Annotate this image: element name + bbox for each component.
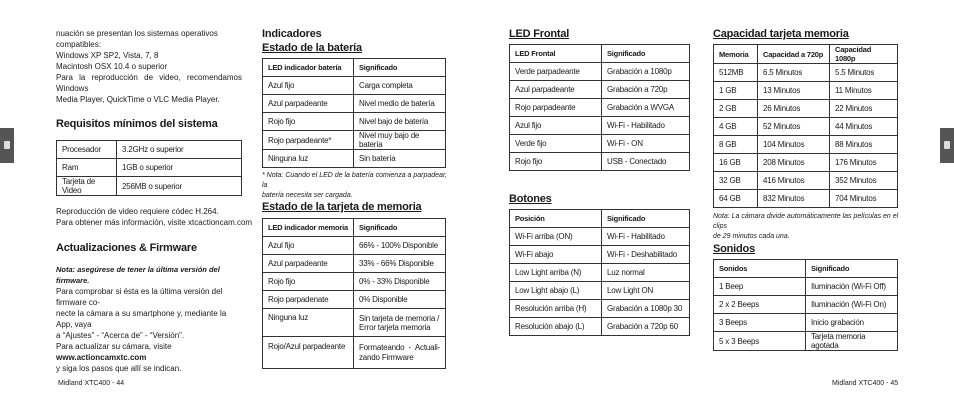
note-line: * Nota: Cuando el LED de la batería comienza a parpadear, la	[262, 172, 447, 189]
buttons-title: Botones	[509, 193, 552, 205]
table-cell: Inicio grabación	[806, 314, 898, 332]
table-cell: 208 Minutos	[758, 154, 830, 172]
table-cell: Resolución arriba (H)	[510, 300, 602, 318]
note-line: Nota: La cámara divide automáticamente las películas en el clips	[713, 213, 899, 230]
capacity-title: Capacidad tarjeta memoria	[713, 28, 849, 40]
indicators-title: Indicadores	[262, 28, 322, 40]
table-cell: 52 Minutos	[758, 118, 830, 136]
table-row	[263, 255, 446, 273]
table-row	[510, 99, 690, 117]
table-cell: Azul fijo	[263, 237, 354, 255]
table-header: Significado	[354, 219, 446, 237]
table-row	[263, 273, 446, 291]
table-cell: Wi-Fi abajo	[510, 246, 602, 264]
table-cell: 66% - 100% Disponible	[354, 237, 446, 255]
table-row	[263, 113, 446, 131]
table-header: Significado	[602, 45, 690, 63]
table-header-row	[263, 59, 446, 77]
table-cell: Low Light abajo (L)	[510, 282, 602, 300]
table-cell: Azul fijo	[263, 77, 354, 95]
table-cell: 1 GB	[714, 82, 758, 100]
table-row	[510, 81, 690, 99]
firmware-line: a “Ajustes” - “Acerca de” - “Versión”.	[56, 331, 185, 340]
requirements-title: Requisitos mínimos del sistema	[56, 118, 218, 130]
intro-text	[56, 28, 242, 105]
table-header: Memoria	[714, 45, 758, 64]
requirements-note	[56, 206, 252, 228]
table-cell: 4 GB	[714, 118, 758, 136]
table-cell: Azul parpadeante	[510, 81, 602, 99]
memory-table	[262, 218, 446, 369]
table-row	[510, 153, 690, 171]
table-cell: 1GB o superior	[117, 159, 242, 177]
table-row	[714, 154, 898, 172]
table-cell: 88 Minutos	[830, 136, 898, 154]
table-cell: USB - Conectado	[602, 153, 690, 171]
table-row	[714, 278, 898, 296]
table-cell: Azul parpadeante	[263, 95, 354, 113]
table-cell: Low Light arriba (N)	[510, 264, 602, 282]
table-row	[510, 318, 690, 336]
table-cell: Wi-Fi - Deshabilitado	[602, 246, 690, 264]
table-row	[57, 159, 242, 177]
table-cell: Sin batería	[354, 150, 446, 168]
table-row	[714, 118, 898, 136]
table-cell: 104 Minutos	[758, 136, 830, 154]
table-row	[510, 300, 690, 318]
table-header: Sonidos	[714, 260, 806, 278]
table-cell: Rojo fijo	[510, 153, 602, 171]
firmware-line	[56, 341, 244, 363]
table-header: Capacidad a 720p	[758, 45, 830, 64]
table-cell: Azul fijo	[510, 117, 602, 135]
table-cell: 5 x 3 Beeps	[714, 332, 806, 351]
table-cell: Grabación a 720p 60	[602, 318, 690, 336]
table-cell: Procesador	[57, 141, 117, 159]
table-cell: 64 GB	[714, 190, 758, 208]
table-cell: Grabación a 1080p	[602, 63, 690, 81]
table-cell: 2 GB	[714, 100, 758, 118]
table-cell: 0% - 33% Disponible	[354, 273, 446, 291]
intro-line: Macintosh OSX 10.4 o superior	[56, 62, 168, 71]
table-row	[510, 282, 690, 300]
firmware-note: Nota: asegúrese de tener la última versión del firmware.	[56, 265, 220, 285]
page-footer-right: Midland XTC400 - 45	[832, 380, 899, 387]
table-cell: Wi-Fi - ON	[602, 135, 690, 153]
table-header: Posición	[510, 210, 602, 228]
table-row	[714, 314, 898, 332]
firmware-line: Para comprobar si ésta es la última versión del firmware co-	[56, 287, 223, 307]
table-row	[263, 337, 446, 369]
intro-line: Para la reproducción de video, recomendamos Windows	[56, 73, 242, 93]
firmware-title: Actualizaciones & Firmware	[56, 242, 197, 254]
firmware-text	[56, 264, 244, 374]
table-cell: Azul parpadeante	[263, 255, 354, 273]
table-cell: Carga completa	[354, 77, 446, 95]
table-cell: Grabación a 1080p 30	[602, 300, 690, 318]
language-tab-icon	[4, 141, 10, 149]
table-row	[263, 150, 446, 168]
firmware-line: necte la cámara a su smartphone y, mediante la App, vaya	[56, 309, 227, 329]
note-line: Reproducción de video requiere códec H.264.	[56, 207, 219, 216]
table-cell: 512MB	[714, 64, 758, 82]
table-cell: 256MB o superior	[117, 177, 242, 196]
table-cell: Rojo parpadeante	[510, 99, 602, 117]
firmware-line-text: Para actualizar su cámara, visite	[56, 342, 172, 351]
table-row	[714, 100, 898, 118]
table-row	[510, 246, 690, 264]
table-cell: Grabación a 720p	[602, 81, 690, 99]
table-cell: 352 Minutos	[830, 172, 898, 190]
table-cell: 3 Beeps	[714, 314, 806, 332]
table-header: LED indicador memoria	[263, 219, 354, 237]
sounds-table	[713, 259, 898, 351]
table-row	[57, 141, 242, 159]
table-header-row	[263, 219, 446, 237]
firmware-line: y siga los pasos que allí se indican.	[56, 364, 182, 373]
table-cell: Verde parpadeante	[510, 63, 602, 81]
table-cell: Resolución abajo (L)	[510, 318, 602, 336]
table-header: LED Frontal	[510, 45, 602, 63]
table-cell: 11 Minutos	[830, 82, 898, 100]
table-cell: Rojo fijo	[263, 273, 354, 291]
table-row	[263, 309, 446, 337]
table-row	[263, 291, 446, 309]
table-cell: 176 Minutos	[830, 154, 898, 172]
table-cell: Sin tarjeta de memoria / Error tarjeta memoria	[354, 309, 446, 337]
table-cell: Ninguna luz	[263, 150, 354, 168]
table-row	[263, 237, 446, 255]
table-cell: Verde fijo	[510, 135, 602, 153]
table-cell: Wi-Fi - Habilitado	[602, 117, 690, 135]
table-cell: Nivel muy bajo de batería	[354, 131, 446, 150]
led-front-title: LED Frontal	[509, 28, 570, 40]
table-cell: Tarjeta de Video	[57, 177, 117, 196]
table-cell: Iluminación (Wi-Fi Off)	[806, 278, 898, 296]
page-footer-left: Midland XTC400 - 44	[58, 380, 125, 387]
table-cell: 16 GB	[714, 154, 758, 172]
capacity-table	[713, 44, 898, 208]
table-cell: 8 GB	[714, 136, 758, 154]
table-cell: Wi-Fi - Habilitado	[602, 228, 690, 246]
table-cell: 3.2GHz o superior	[117, 141, 242, 159]
table-cell: 32 GB	[714, 172, 758, 190]
table-cell: Nivel medio de batería	[354, 95, 446, 113]
table-row	[57, 177, 242, 196]
table-cell: 416 Minutos	[758, 172, 830, 190]
table-row	[263, 95, 446, 113]
memory-title: Estado de la tarjeta de memoria	[262, 201, 422, 213]
table-row	[714, 172, 898, 190]
led-front-table	[509, 44, 690, 171]
note-line: de 29 minutos cada una.	[713, 233, 790, 240]
table-cell: Grabación a WVGA	[602, 99, 690, 117]
table-row	[714, 64, 898, 82]
table-cell: 6.5 Minutos	[758, 64, 830, 82]
table-cell: Rojo fijo	[263, 113, 354, 131]
intro-line: Windows XP SP2, Vista, 7, 8	[56, 51, 159, 60]
table-cell: Rojo/Azul parpadeante	[263, 337, 354, 369]
table-header-row	[714, 45, 898, 64]
table-row	[510, 135, 690, 153]
table-cell: Ram	[57, 159, 117, 177]
table-header: Significado	[806, 260, 898, 278]
table-header: LED indicador batería	[263, 59, 354, 77]
requirements-table	[56, 140, 242, 196]
buttons-table	[509, 209, 690, 336]
table-row	[510, 117, 690, 135]
firmware-link[interactable]: www.actioncamxtc.com	[56, 353, 147, 362]
table-row	[714, 296, 898, 314]
table-cell: 13 Minutos	[758, 82, 830, 100]
table-header: Capacidad 1080p	[830, 45, 898, 64]
table-cell: 44 Minutos	[830, 118, 898, 136]
table-header-row	[510, 210, 690, 228]
table-row	[714, 82, 898, 100]
language-tab-left	[0, 128, 14, 163]
capacity-note	[713, 212, 913, 242]
table-cell: Tarjeta memoria agotada	[806, 332, 898, 351]
table-cell: 26 Minutos	[758, 100, 830, 118]
table-cell: Nivel bajo de batería	[354, 113, 446, 131]
table-row	[263, 77, 446, 95]
note-line: Para obtener más información, visite xtcactioncam.com	[56, 218, 253, 227]
table-row	[714, 136, 898, 154]
table-cell: 2 x 2 Beeps	[714, 296, 806, 314]
table-cell: Iluminación (Wi-Fi On)	[806, 296, 898, 314]
table-header-row	[714, 260, 898, 278]
table-cell: Luz normal	[602, 264, 690, 282]
table-row	[714, 190, 898, 208]
intro-line: nuación se presentan los sistemas operativos compatibles:	[56, 29, 218, 49]
table-header: Significado	[354, 59, 446, 77]
table-row	[510, 264, 690, 282]
table-row	[263, 131, 446, 150]
battery-title: Estado de la batería	[262, 42, 362, 54]
table-cell: 704 Minutos	[830, 190, 898, 208]
table-cell: 5.5 Minutos	[830, 64, 898, 82]
battery-note	[262, 171, 452, 201]
table-cell: Wi-Fi arriba (ON)	[510, 228, 602, 246]
battery-table	[262, 58, 446, 168]
table-header-row	[510, 45, 690, 63]
table-cell: Rojo parpadenate	[263, 291, 354, 309]
table-row	[714, 332, 898, 351]
table-cell: 832 Minutos	[758, 190, 830, 208]
table-row	[510, 63, 690, 81]
note-line: batería necesita ser cargada.	[262, 192, 353, 199]
table-cell: 22 Minutos	[830, 100, 898, 118]
sounds-title: Sonidos	[713, 243, 755, 255]
table-cell: Ninguna luz	[263, 309, 354, 337]
language-tab-right	[940, 128, 954, 163]
table-cell: Low Light ON	[602, 282, 690, 300]
table-cell: 33% - 66% Disponible	[354, 255, 446, 273]
table-cell: Rojo parpadeante*	[263, 131, 354, 150]
table-header: Significado	[602, 210, 690, 228]
table-row	[510, 228, 690, 246]
table-cell: 0% Disponible	[354, 291, 446, 309]
table-cell: Formateando - Actuali- zando Firmware	[354, 337, 446, 369]
intro-line: Media Player, QuickTime o VLC Media Player.	[56, 95, 220, 104]
language-tab-icon	[944, 141, 950, 149]
table-cell: 1 Beep	[714, 278, 806, 296]
